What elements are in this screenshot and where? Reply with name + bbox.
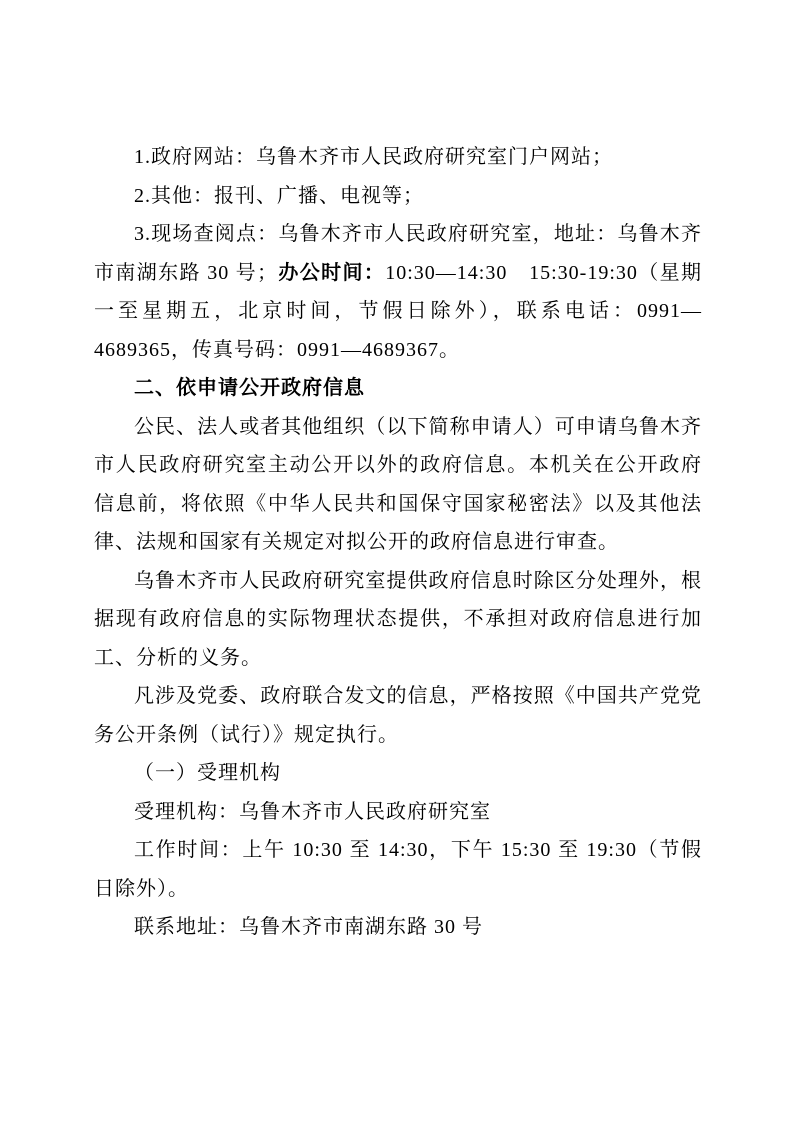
text-run: 1.政府网站：乌鲁木齐市人民政府研究室门户网站； xyxy=(134,146,613,168)
text-run: 公民、法人或者其他组织（以下简称申请人）可申请乌鲁木齐市人民政府研究室主动公开以外的政府信息。本机关在公开政府信息前，将依照《中华人民共和国保守国家秘密法》以及其他法律、法规和国家有关规定对拟公开的政府信息进行审查。 xyxy=(94,415,702,553)
document-body xyxy=(94,138,702,947)
text-run: （一）受理机构 xyxy=(134,762,281,784)
paragraph xyxy=(94,138,702,177)
paragraph xyxy=(94,408,702,562)
paragraph xyxy=(94,754,702,793)
paragraph xyxy=(94,177,702,216)
text-run: 10:30—14:30 15:30-19:30（星期一至星期五，北京时间，节假日除外），联系电话：0991—4689365，传真号码：0991—4689367。 xyxy=(94,261,703,361)
paragraph xyxy=(94,562,702,678)
text-run: 工作时间：上午 10:30 至 14:30，下午 15:30 至 19:30（节假日除外）。 xyxy=(94,839,702,900)
paragraph xyxy=(94,831,702,908)
paragraph xyxy=(94,908,702,947)
text-run: 3.现场查阅点：乌鲁木齐市人民政府研究室，地址：乌鲁木齐市南湖东路 30 号； xyxy=(94,223,702,284)
bold-text-run: 办公时间： xyxy=(278,261,386,284)
paragraph xyxy=(94,793,702,832)
text-run: 乌鲁木齐市人民政府研究室提供政府信息时除区分处理外，根据现有政府信息的实际物理状态提供，不承担对政府信息进行加工、分析的义务。 xyxy=(94,569,702,669)
text-run: 受理机构：乌鲁木齐市人民政府研究室 xyxy=(134,800,491,823)
text-run: 凡涉及党委、政府联合发文的信息，严格按照《中国共产党党务公开条例（试行）》规定执行。 xyxy=(94,685,702,746)
text-run: 2.其他：报刊、广播、电视等； xyxy=(134,184,424,207)
section-heading xyxy=(94,369,702,408)
text-run: 联系地址：乌鲁木齐市南湖东路 30 号 xyxy=(134,916,483,938)
paragraph xyxy=(94,677,702,754)
bold-text-run: 二、依申请公开政府信息 xyxy=(134,377,365,399)
paragraph xyxy=(94,215,702,369)
